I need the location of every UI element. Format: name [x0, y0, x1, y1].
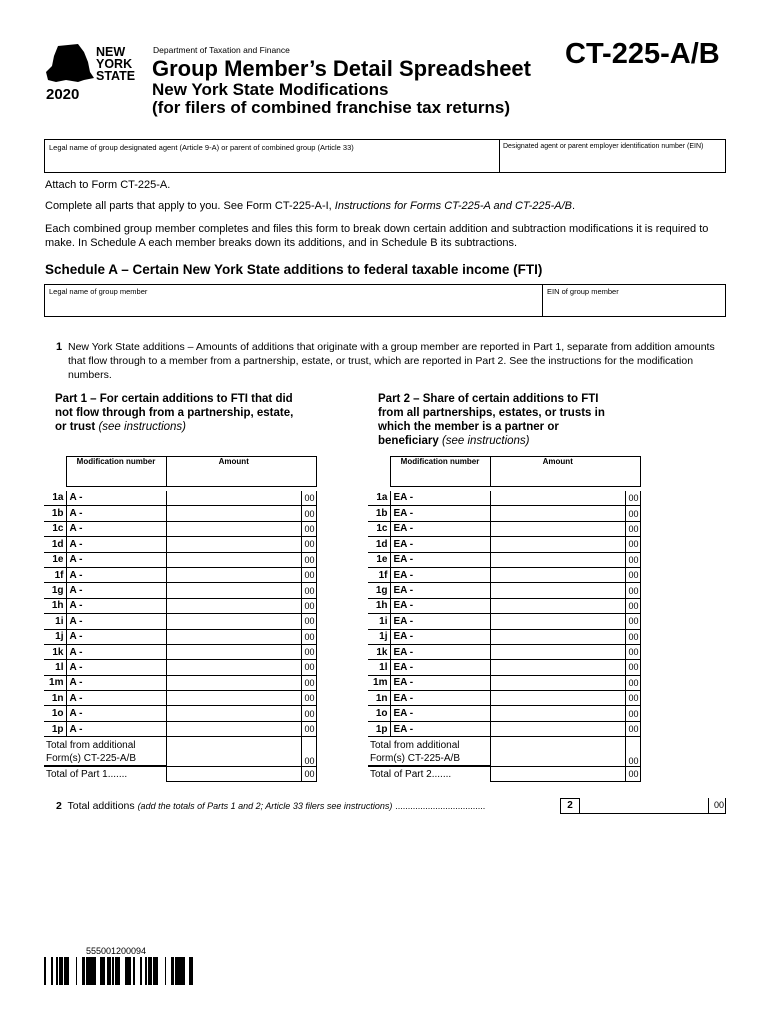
amount-cents: 00 [301, 706, 316, 721]
amount-input[interactable] [166, 598, 301, 613]
table-row [368, 583, 640, 598]
amount-cents: 00 [301, 491, 316, 506]
amount-input[interactable] [490, 491, 625, 506]
modification-number-input[interactable] [66, 567, 166, 582]
table-row [44, 706, 316, 721]
amount-cents: 00 [625, 706, 640, 721]
table-row [368, 552, 640, 567]
table-row [368, 491, 640, 506]
line-number: 1n [44, 691, 66, 706]
amount-input[interactable] [490, 583, 625, 598]
total-part-input[interactable] [166, 766, 301, 781]
modification-number-input[interactable] [66, 629, 166, 644]
logo-line-2: YORK [96, 57, 133, 71]
barcode-image [44, 957, 194, 985]
line-number: 1m [368, 675, 390, 690]
table-row [44, 506, 316, 521]
modification-prefix: A - [69, 569, 83, 581]
amount-input[interactable] [166, 660, 301, 675]
table-row [44, 552, 316, 567]
total-part-label: Total of Part 2....... [368, 766, 490, 781]
table-row [368, 691, 640, 706]
modification-prefix: A - [69, 723, 83, 735]
barcode-number: 555001200094 [86, 946, 147, 956]
modification-prefix: A - [69, 708, 83, 720]
table-row [368, 721, 640, 736]
amount-input[interactable] [166, 567, 301, 582]
modification-prefix: EA - [393, 631, 414, 643]
logo-line-1: NEW [96, 45, 126, 59]
modification-number-input[interactable] [66, 598, 166, 613]
attach-instruction: Attach to Form CT-225-A. [45, 179, 171, 191]
line-number: 1n [368, 691, 390, 706]
part-2-heading [378, 392, 618, 448]
line-2-text [56, 800, 485, 812]
modification-prefix: EA - [393, 708, 414, 720]
table-row [368, 675, 640, 690]
agent-ein-label: Designated agent or parent employer identification number (EIN) [503, 143, 704, 150]
member-name-field[interactable] [44, 284, 543, 317]
table-row [44, 644, 316, 659]
part-2-table [368, 456, 641, 782]
modification-prefix: A - [69, 538, 83, 550]
tax-year: 2020 [46, 86, 80, 103]
total-additional-row [368, 737, 640, 767]
amount-input[interactable] [166, 537, 301, 552]
modification-number-input[interactable] [390, 675, 490, 690]
new-york-state-map-icon [44, 42, 96, 86]
modification-number-input[interactable] [66, 721, 166, 736]
line-number: 1i [368, 614, 390, 629]
modification-number-input[interactable] [390, 691, 490, 706]
nys-logo [44, 42, 144, 104]
part-2-heading-text: Part 2 – Share of certain additions to FTI from all partnerships, estates, or trusts in which the member is a partner or beneficiary [378, 393, 605, 447]
table-row [44, 721, 316, 736]
amount-input[interactable] [490, 706, 625, 721]
amount-input[interactable] [490, 691, 625, 706]
department-name: Department of Taxation and Finance [153, 45, 290, 55]
amount-cents: 00 [625, 675, 640, 690]
logo-wordmark [96, 46, 135, 82]
amount-input[interactable] [490, 598, 625, 613]
line-1-text: New York State additions – Amounts of additions that originate with a group member are reported in Part 1, separate from addition amounts that flow through to a member from a partnership, estate, or trust, which are reported in Part 2. See the instructions for the modification numbers. [68, 341, 715, 381]
modification-number-input[interactable] [390, 506, 490, 521]
barcode [44, 957, 194, 985]
table-row [368, 629, 640, 644]
line-number: 1i [44, 614, 66, 629]
amount-cents: 00 [301, 567, 316, 582]
modification-prefix: A - [69, 508, 83, 520]
col-modification-number: Modification number [390, 457, 490, 487]
amount-input[interactable] [166, 706, 301, 721]
amount-cents: 00 [625, 552, 640, 567]
logo-line-3: STATE [96, 69, 136, 83]
modification-number-input[interactable] [390, 629, 490, 644]
table-row [44, 691, 316, 706]
form-subtitle-1: New York State Modifications [152, 80, 389, 99]
amount-cents: 00 [301, 598, 316, 613]
form-title: Group Member’s Detail Spreadsheet [152, 56, 531, 81]
modification-prefix: A - [69, 600, 83, 612]
amount-input[interactable] [490, 629, 625, 644]
table-row [368, 660, 640, 675]
amount-cents: 00 [301, 537, 316, 552]
line-number: 1a [368, 491, 390, 506]
total-part-cents: 00 [625, 766, 640, 781]
line-number: 1d [368, 537, 390, 552]
schedule-a-title: Schedule A – Certain New York State additions to federal taxable income (FTI) [45, 262, 543, 277]
amount-cents: 00 [625, 660, 640, 675]
modification-number-input[interactable] [390, 567, 490, 582]
line-number: 1c [368, 521, 390, 536]
modification-number-input[interactable] [66, 644, 166, 659]
line-2-cents: 00 [713, 800, 724, 810]
amount-cents: 00 [625, 629, 640, 644]
table-row [368, 521, 640, 536]
line-number: 1e [368, 552, 390, 567]
amount-input[interactable] [166, 552, 301, 567]
line-number: 1c [44, 521, 66, 536]
line-number: 1f [368, 567, 390, 582]
modification-prefix: EA - [393, 600, 414, 612]
table-row [44, 567, 316, 582]
modification-number-input[interactable] [66, 521, 166, 536]
total-additional-label: Total from additional Form(s) CT-225-A/B [368, 737, 490, 767]
part-1-see-instructions: (see instructions) [98, 421, 187, 433]
modification-prefix: EA - [393, 569, 414, 581]
member-name-label: Legal name of group member [49, 287, 148, 296]
col-modification-number: Modification number [66, 457, 166, 487]
amount-cents: 00 [625, 506, 640, 521]
modification-prefix: A - [69, 523, 83, 535]
each-member-instruction: Each combined group member completes and files this form to break down certain addition and subtraction modifications it is required to make. In Schedule A each member breaks down its additions, and in Schedule B its subtractions. [45, 223, 709, 249]
total-part-row [368, 766, 640, 781]
modification-number-input[interactable] [390, 660, 490, 675]
amount-cents: 00 [625, 521, 640, 536]
amount-cents: 00 [301, 691, 316, 706]
line-number: 1p [44, 721, 66, 736]
table-row [44, 614, 316, 629]
modification-prefix: EA - [393, 523, 414, 535]
modification-prefix: EA - [393, 677, 414, 689]
modification-number-input[interactable] [66, 706, 166, 721]
table-row [368, 614, 640, 629]
instructions-reference: Instructions for Forms CT-225-A and CT-225-A/B [334, 200, 573, 212]
modification-number-input[interactable] [390, 598, 490, 613]
line-number: 1h [44, 598, 66, 613]
modification-prefix: EA - [393, 661, 414, 673]
modification-prefix: A - [69, 631, 83, 643]
table-row [44, 491, 316, 506]
total-part-input[interactable] [490, 766, 625, 781]
table-row [44, 629, 316, 644]
table-row [44, 537, 316, 552]
line-number: 1g [44, 583, 66, 598]
modification-prefix: A - [69, 585, 83, 597]
amount-cents: 00 [625, 614, 640, 629]
line-2-box-label: 2 [560, 798, 580, 814]
complete-period: . [572, 200, 576, 212]
form-number: CT-225-A/B [565, 38, 720, 70]
modification-number-input[interactable] [390, 552, 490, 567]
modification-prefix: EA - [393, 492, 414, 504]
modification-number-input[interactable] [390, 537, 490, 552]
amount-cents: 00 [301, 521, 316, 536]
amount-cents: 00 [625, 644, 640, 659]
line-2-cents-divider [708, 798, 709, 813]
modification-prefix: EA - [393, 723, 414, 735]
table-row [368, 506, 640, 521]
amount-cents: 00 [625, 691, 640, 706]
total-additional-cents: 00 [301, 737, 316, 767]
modification-prefix: EA - [393, 508, 414, 520]
amount-cents: 00 [301, 644, 316, 659]
line-2-label: Total additions [67, 800, 135, 812]
modification-prefix: A - [69, 692, 83, 704]
amount-input[interactable] [166, 691, 301, 706]
modification-number-input[interactable] [390, 706, 490, 721]
amount-input[interactable] [490, 537, 625, 552]
line-1-number: 1 [56, 341, 63, 353]
amount-cents: 00 [625, 567, 640, 582]
amount-input[interactable] [166, 614, 301, 629]
modification-number-input[interactable] [390, 721, 490, 736]
modification-prefix: A - [69, 677, 83, 689]
modification-number-input[interactable] [66, 552, 166, 567]
modification-number-input[interactable] [66, 614, 166, 629]
line-number: 1k [368, 644, 390, 659]
line-number: 1b [368, 506, 390, 521]
amount-cents: 00 [625, 598, 640, 613]
part-1-table [44, 456, 317, 782]
amount-input[interactable] [490, 506, 625, 521]
table-row [368, 598, 640, 613]
modification-prefix: EA - [393, 692, 414, 704]
modification-number-input[interactable] [66, 675, 166, 690]
total-additional-input[interactable] [490, 737, 625, 767]
amount-cents: 00 [301, 552, 316, 567]
total-additional-row [44, 737, 316, 767]
line-number: 1k [44, 644, 66, 659]
modification-number-input[interactable] [66, 583, 166, 598]
amount-input[interactable] [490, 552, 625, 567]
line-number: 1j [44, 629, 66, 644]
modification-prefix: EA - [393, 585, 414, 597]
amount-input[interactable] [490, 675, 625, 690]
amount-cents: 00 [301, 721, 316, 736]
table-row [368, 537, 640, 552]
modification-number-input[interactable] [390, 644, 490, 659]
line-number: 1f [44, 567, 66, 582]
modification-number-input[interactable] [66, 537, 166, 552]
line-number: 1j [368, 629, 390, 644]
complete-text: Complete all parts that apply to you. See Form CT-225-A-I, [45, 200, 335, 212]
amount-input[interactable] [490, 521, 625, 536]
line-number: 1o [368, 706, 390, 721]
amount-input[interactable] [166, 521, 301, 536]
modification-prefix: EA - [393, 538, 414, 550]
line-2-dots: .................................... [395, 801, 486, 811]
line-2-number: 2 [56, 800, 62, 812]
amount-input[interactable] [490, 567, 625, 582]
table-row [44, 660, 316, 675]
total-additional-label: Total from additional Form(s) CT-225-A/B [44, 737, 166, 767]
line-number: 1g [368, 583, 390, 598]
amount-cents: 00 [301, 583, 316, 598]
modification-number-input[interactable] [66, 691, 166, 706]
total-additional-input[interactable] [166, 737, 301, 767]
amount-input[interactable] [490, 644, 625, 659]
amount-cents: 00 [301, 629, 316, 644]
modification-prefix: EA - [393, 554, 414, 566]
line-number: 1a [44, 491, 66, 506]
modification-number-input[interactable] [390, 491, 490, 506]
total-part-label: Total of Part 1....... [44, 766, 166, 781]
total-part-row [44, 766, 316, 781]
col-amount: Amount [490, 457, 625, 487]
amount-cents: 00 [625, 537, 640, 552]
amount-input[interactable] [166, 721, 301, 736]
amount-cents: 00 [625, 491, 640, 506]
amount-cents: 00 [625, 721, 640, 736]
amount-input[interactable] [490, 721, 625, 736]
modification-prefix: EA - [393, 615, 414, 627]
part-2-see-instructions: (see instructions) [441, 435, 530, 447]
amount-input[interactable] [166, 629, 301, 644]
modification-prefix: A - [69, 615, 83, 627]
modification-number-input[interactable] [66, 660, 166, 675]
amount-input[interactable] [166, 675, 301, 690]
line-number: 1d [44, 537, 66, 552]
line-number: 1b [44, 506, 66, 521]
table-row [44, 675, 316, 690]
modification-prefix: A - [69, 661, 83, 673]
part-1-heading-text: Part 1 – For certain additions to FTI that did not flow through from a partnership, estate, or trust [55, 393, 294, 433]
member-ein-label: EIN of group member [547, 287, 619, 296]
amount-cents: 00 [301, 675, 316, 690]
line-number: 1l [44, 660, 66, 675]
line-number: 1l [368, 660, 390, 675]
amount-input[interactable] [490, 614, 625, 629]
amount-cents: 00 [301, 660, 316, 675]
amount-input[interactable] [166, 583, 301, 598]
modification-number-input[interactable] [390, 521, 490, 536]
amount-cents: 00 [301, 614, 316, 629]
table-row [368, 567, 640, 582]
line-2-amount-field[interactable] [580, 798, 726, 814]
form-subtitle-2: (for filers of combined franchise tax returns) [152, 98, 511, 117]
agent-name-label: Legal name of group designated agent (Article 9-A) or parent of combined group (Article 33) [49, 143, 354, 152]
table-row [44, 583, 316, 598]
total-additional-cents: 00 [625, 737, 640, 767]
line-number: 1h [368, 598, 390, 613]
modification-prefix: A - [69, 646, 83, 658]
line-number: 1m [44, 675, 66, 690]
total-part-cents: 00 [301, 766, 316, 781]
modification-number-input[interactable] [390, 583, 490, 598]
table-row [368, 706, 640, 721]
col-amount: Amount [166, 457, 301, 487]
amount-input[interactable] [490, 660, 625, 675]
part-1-heading [55, 392, 305, 434]
modification-prefix: EA - [393, 646, 414, 658]
complete-instruction [45, 199, 735, 213]
line-number: 1o [44, 706, 66, 721]
table-row [368, 644, 640, 659]
agent-name-field[interactable] [44, 139, 500, 173]
modification-number-input[interactable] [66, 506, 166, 521]
modification-prefix: A - [69, 554, 83, 566]
agent-ein-field[interactable] [499, 139, 726, 173]
member-ein-field[interactable] [542, 284, 726, 317]
line-number: 1e [44, 552, 66, 567]
amount-input[interactable] [166, 506, 301, 521]
amount-cents: 00 [625, 583, 640, 598]
modification-number-input[interactable] [66, 491, 166, 506]
table-row [44, 521, 316, 536]
amount-input[interactable] [166, 491, 301, 506]
amount-cents: 00 [301, 506, 316, 521]
table-row [44, 598, 316, 613]
amount-input[interactable] [166, 644, 301, 659]
line-number: 1p [368, 721, 390, 736]
line-2-note: (add the totals of Parts 1 and 2; Article 33 filers see instructions) [137, 801, 393, 811]
modification-prefix: A - [69, 492, 83, 504]
modification-number-input[interactable] [390, 614, 490, 629]
